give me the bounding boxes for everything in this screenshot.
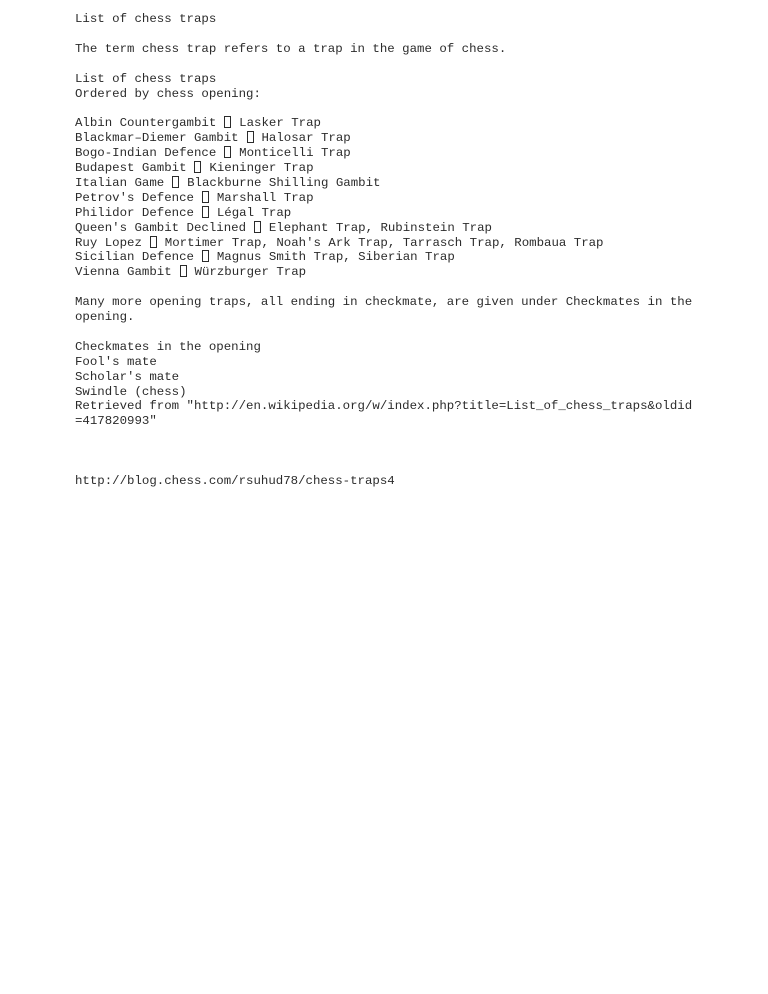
trap-item [75,116,695,131]
opening-name: Albin Countergambit [75,116,217,131]
trap-names: Elephant Trap, Rubinstein Trap [268,220,492,235]
trap-names: Kieninger Trap [209,161,314,176]
trap-item [75,221,695,236]
see-also-item[interactable]: Swindle (chess) [75,384,187,399]
see-also-item[interactable]: Checkmates in the opening [75,339,261,354]
spacer [75,429,695,474]
see-also-item[interactable]: Fool's mate [75,354,157,369]
opening-name: Philidor Defence [75,205,194,220]
opening-name: Blackmar–Diemer Gambit [75,131,239,146]
section-heading: List of chess traps [75,71,217,86]
missing-glyph-icon [224,146,231,158]
trap-item [75,191,695,206]
trap-names: Légal Trap [216,205,292,220]
opening-name: Queen's Gambit Declined [75,220,247,235]
missing-glyph-icon [194,161,201,173]
spacer [75,57,695,72]
see-also-item[interactable]: Scholar's mate [75,369,180,384]
trap-list [75,116,695,280]
intro-paragraph: The term chess trap refers to a trap in the game of chess. [75,41,507,56]
missing-glyph-icon [202,206,209,218]
trap-names: Blackburne Shilling Gambit [187,175,381,190]
trap-names: Halosar Trap [261,131,351,146]
spacer [75,27,695,42]
missing-glyph-icon [172,176,179,188]
missing-glyph-icon [150,236,157,248]
trap-item [75,161,695,176]
trap-names: Marshall Trap [216,190,314,205]
trap-names: Magnus Smith Trap, Siberian Trap [216,250,455,265]
spacer [75,280,695,295]
trap-item [75,146,695,161]
trap-names: Mortimer Trap, Noah's Ark Trap, Tarrasch Trap, Rombaua Trap [164,235,604,250]
trap-item [75,265,695,280]
opening-name: Bogo-Indian Defence [75,146,217,161]
source-url[interactable]: http://blog.chess.com/rsuhud78/chess-traps4 [75,473,395,488]
opening-name: Budapest Gambit [75,161,187,176]
opening-name: Vienna Gambit [75,265,172,280]
trap-names: Monticelli Trap [239,146,351,161]
section-subheading: Ordered by chess opening: [75,86,261,101]
missing-glyph-icon [224,116,231,128]
trap-item [75,131,695,146]
document-body [75,12,700,489]
missing-glyph-icon [247,131,254,143]
missing-glyph-icon [254,221,261,233]
opening-name: Ruy Lopez [75,235,142,250]
opening-name: Italian Game [75,175,165,190]
see-also-list [75,340,695,400]
document-title: List of chess traps [75,12,217,26]
opening-name: Sicilian Defence [75,250,194,265]
spacer [75,325,695,340]
trap-item [75,250,695,265]
trap-names: Lasker Trap [239,116,321,131]
trap-item [75,176,695,191]
trap-item [75,236,695,251]
opening-name: Petrov's Defence [75,190,194,205]
retrieved-from-line: Retrieved from "http://en.wikipedia.org/w/index.php?title=List_of_chess_traps&oldid=417820993" [75,399,693,429]
trap-item [75,206,695,221]
more-traps-note: Many more opening traps, all ending in checkmate, are given under Checkmates in the opening. [75,295,700,325]
missing-glyph-icon [202,250,209,262]
spacer [75,101,695,116]
missing-glyph-icon [180,265,187,277]
missing-glyph-icon [202,191,209,203]
trap-names: Würzburger Trap [194,265,307,280]
